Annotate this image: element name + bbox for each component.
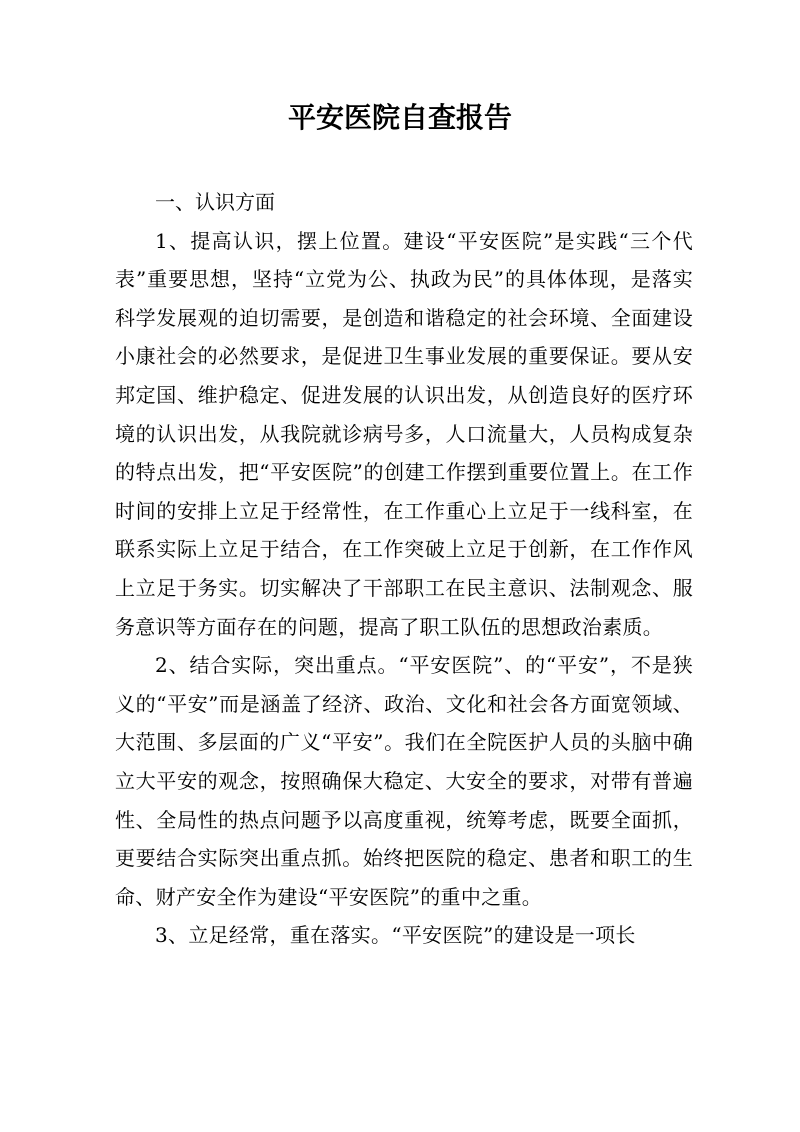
paragraph-1: 1、提高认识，摆上位置。建设“平安医院”是实践“三个代表”重要思想，坚持“立党为公、执政为民”的具体体现，是落实科学发展观的迫切需要，是创造和谐稳定的社会环境、全面建设小康社会的必然要求，是促进卫生事业发展的重要保证。要从安邦定国、维护稳定、促进发展的认识出发，从创造良好的医疗环境的认识出发，从我院就诊病号多，人口流量大，人员构成复杂的特点出发，把“平安医院”的创建工作摆到重要位置上。在工作时间的安排上立足于经常性，在工作重心上立足于一线科室，在联系实际上立足于结合，在工作突破上立足于创新，在工作作风上立足于务实。切实解决了干部职工在民主意识、法制观念、服务意识等方面存在的问题，提高了职工队伍的思想政治素质。 <box>115 228 693 639</box>
paragraph-2: 2、结合实际，突出重点。“平安医院”、的“平安”，不是狭义的“平安”而是涵盖了经济、政治、文化和社会各方面宽领域、大范围、多层面的广义“平安”。我们在全院医护人员的头脑中确立大平安的观念，按照确保大稳定、大安全的要求，对带有普遍性、全局性的热点问题予以高度重视，统筹考虑，既要全面抓，更要结合实际突出重点抓。始终把医院的稳定、患者和职工的生命、财产安全作为建设“平安医院”的重中之重。 <box>115 653 693 909</box>
document-title: 平安医院自查报告 <box>287 101 512 134</box>
section-heading: 一、认识方面 <box>155 190 275 214</box>
document-body <box>115 183 693 955</box>
paragraph-3: 3、立足经常，重在落实。“平安医院”的建设是一项长 <box>155 923 636 948</box>
